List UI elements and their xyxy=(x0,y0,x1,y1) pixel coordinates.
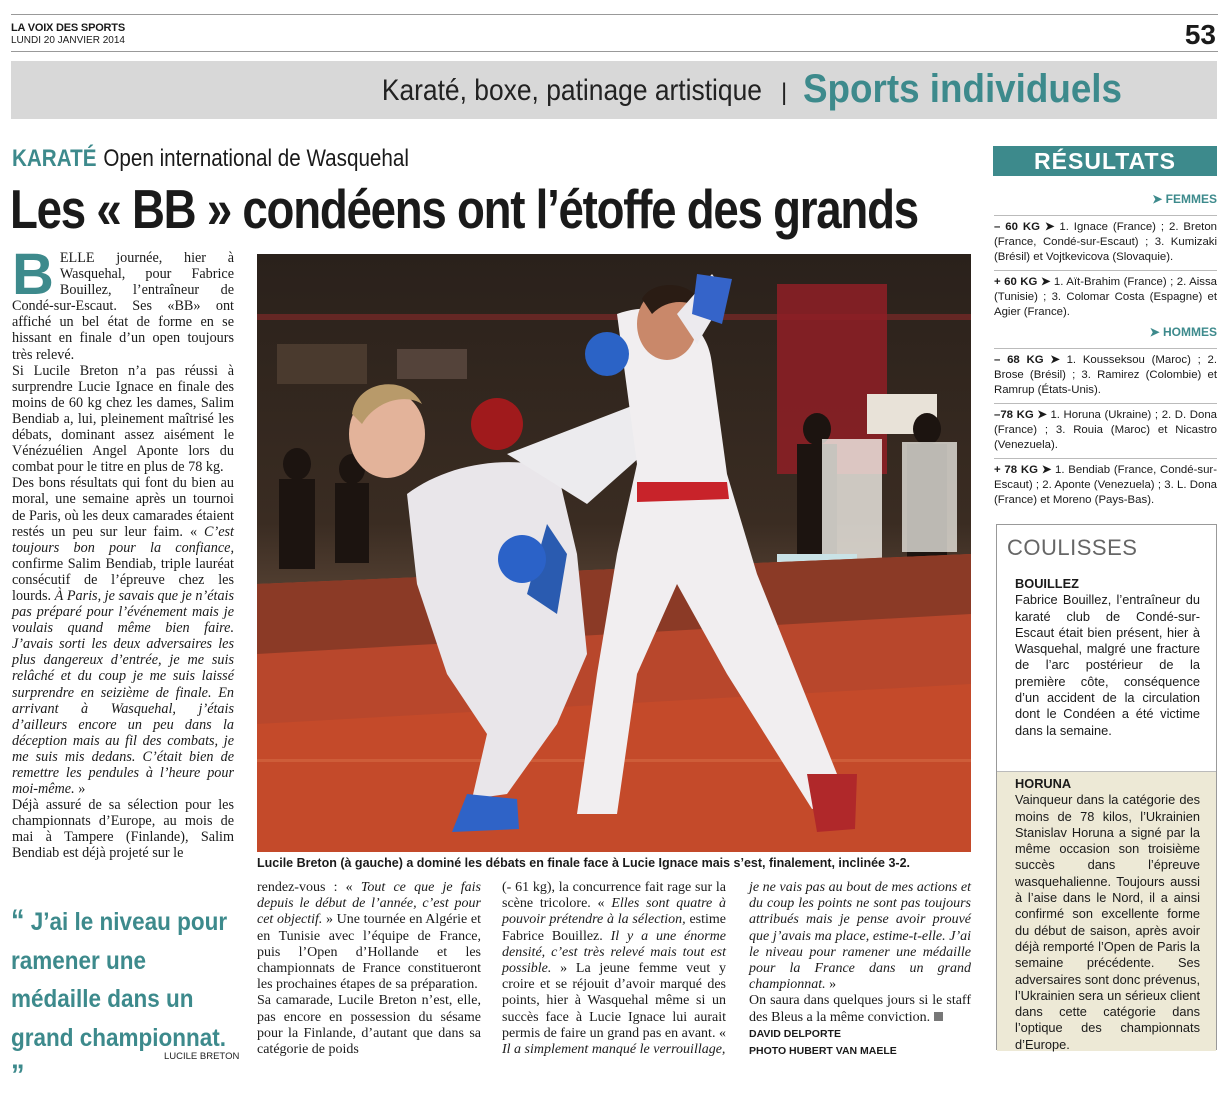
paragraph: rendez-vous : « Tout ce que je fais depuis le début de l’année, c’est pour cet objectif. » Une tournée en Algérie et en Tunisie avec l’équipe de France, puis l’Open d’Hollande et les championnats de France constitueront les prochaines étapes de sa préparation. xyxy=(257,880,482,993)
coulisses-item-name: HORUNA xyxy=(1015,776,1072,791)
paragraph: Sa camarade, Lucile Breton n’est, elle, pas encore en possession du sésame pour la Finlande, d’autant que dans sa catégorie de poids xyxy=(257,993,481,1058)
coulisses-title: COULISSES xyxy=(1007,535,1138,560)
masthead xyxy=(11,14,1218,52)
lead-paragraph: BELLE journée, hier à Wasquehal, pour Fabrice Bouillez, l’entraîneur de Condé-sur-Escaut. Ses «BB» ont affiché un bel état de forme en se hissant en finale d’un open toujours très relevé. xyxy=(12,242,234,363)
article-kicker xyxy=(12,145,409,173)
section-banner xyxy=(11,61,1217,119)
article-column-4 xyxy=(749,880,971,1060)
paragraph: On saura dans quelques jours si le staff des Bleus a la même conviction. xyxy=(749,993,971,1025)
article-column-1 xyxy=(12,242,234,862)
paragraph: (- 61 kg), la concurrence fait rage sur la scène tricolore. « Elles sont quatre à pouvoir prétendre à la sélection, estime Fabrice Bouillez. Il y a une énorme densité, c’est très relevé mais tout est possible. » La jeune femme veut y croire et se réjouit d’avoir marqué des points, hier à Wasquehal même si un succès face à Lucie Ignace lui aurait permis de faire un grand pas en avant. « Il a simplement manqué le verrouillage, xyxy=(502,880,727,1058)
pull-quote-author: LUCILE BRETON xyxy=(164,1051,240,1062)
karate-fight-illustration xyxy=(257,254,971,852)
results-list xyxy=(994,191,1217,513)
section-separator: | xyxy=(781,79,788,106)
paragraph: Déjà assuré de sa sélection pour les championnats d’Europe, au mois de mai à Tampere (Finlande), Salim Bendiab est déjà projeté sur le xyxy=(12,797,234,862)
pull-quote-text: J’ai le niveau pour ramener une médaille dans un grand championnat. xyxy=(11,908,228,1052)
section-subtitle: Karaté, boxe, patinage artistique xyxy=(381,74,762,107)
paragraph: Si Lucile Breton n’a pas réussi à surprendre Lucie Ignace en finale des moins de 60 kg chez les dames, Salim Bendiab a, lui, pleinement maîtrisé les débats, dominant assez aisément le Vénézuélien Angel Aponte lors du combat pour le titre en plus de 78 kg. xyxy=(12,362,234,476)
author-byline: DAVID DELPORTE xyxy=(749,1027,841,1040)
results-men-label: ➤ HOMMES xyxy=(1149,325,1217,340)
results-women-label: ➤ FEMMES xyxy=(1152,192,1217,206)
paragraph: Des bons résultats qui font du bien au moral, une semaine après un tournoi de Paris, où les deux camarades étaient restés un peu sur leur faim. « C’est toujours bon pour la confiance, confirme Salim Bendiab, triple lauréat consécutif de l’épreuve chez les lourds. À Paris, je savais que je n’étais pas préparé pour l’événement mais je voulais quand même bien faire. J’avais sorti les deux adversaires les plus dangereux d’entrée, je me suis relâché et du coup je me suis laissé surprendre en seizième de finale. En arrivant à Wasquehal, j’étais d’ailleurs encore un peu dans la déception mais au fil des combats, je me suis mis dedans. C’était bien de remettre les pendules à l’heure pour moi-même. » xyxy=(12,475,234,798)
article-headline: Les « BB » condéens ont l’étoffe des grands xyxy=(10,178,918,240)
coulisses-item-text: Vainqueur dans la catégorie des moins de 78 kilos, l’Ukrainien Stanislav Horuna a signé par la même occasion son troisième succès dans l’épreuve wasquehalienne. Toujours aussi à l’aise dans le Nord, il a ainsi confirmé son excellente forme du début de saison, après avoir déjà remporté l’Open de Paris la semaine précédente. Ses adversaires sont donc prévenus, l’Ukrainien sera un sérieux client dans cette catégorie dans l’optique des championnats d’Europe. xyxy=(1015,792,1200,1052)
article-column-2 xyxy=(257,880,481,1058)
article-column-3 xyxy=(502,880,726,1058)
result-entry: + 60 KG ➤ 1. Aït-Brahim (France) ; 2. Aissa (Tunisie) ; 3. Colomar Costa (Espagne) et Agier (France). xyxy=(994,270,1217,325)
coulisses-box xyxy=(996,524,1217,1050)
pull-quote xyxy=(11,902,236,1096)
result-entry: + 78 KG ➤ 1. Bendiab (France, Condé-sur-Escaut) ; 2. Aponte (Venezuela) ; 3. L. Dona (France) et Moreno (Pays-Bas). xyxy=(994,458,1217,513)
page-number: 53 xyxy=(1184,19,1216,50)
result-entry: – 68 KG ➤ 1. Kousseksou (Maroc) ; 2. Brose (Brésil) ; 3. Ramirez (Colombie) et Ramrup (États-Unis). xyxy=(994,348,1217,403)
issue-date: LUNDI 20 JANVIER 2014 xyxy=(11,35,125,46)
result-entry: – 60 KG ➤ 1. Ignace (France) ; 2. Breton (France, Condé-sur-Escaut) ; 3. Kumizaki (Brésil) et Vojtkevicova (Slovaquie). xyxy=(994,215,1217,270)
coulisses-item-text: Fabrice Bouillez, l’entraîneur du karaté club de Condé-sur-Escaut était bien présent, hier à Wasquehal, malgré une fracture de l’arc postérieur de la première côte, conséquence d’un accident de la circulation dont le Condéen a été victime dans la semaine. xyxy=(1015,592,1200,738)
end-mark xyxy=(934,1012,943,1021)
open-quote-icon: “ xyxy=(11,904,25,937)
coulisses-item-name: BOUILLEZ xyxy=(1015,576,1079,591)
karate-photo xyxy=(257,254,971,852)
sport-label: KARATÉ xyxy=(12,145,97,172)
newspaper-name: LA VOIX DES SPORTS xyxy=(11,22,125,34)
coulisses-item xyxy=(997,572,1216,769)
coulisses-item xyxy=(997,771,1216,1051)
result-entry: –78 KG ➤ 1. Horuna (Ukraine) ; 2. D. Dona (France) ; 3. Rouia (Maroc) et Nicastro (Venezuela). xyxy=(994,403,1217,458)
photo-caption: Lucile Breton (à gauche) a dominé les débats en finale face à Lucie Ignace mais s’est, finalement, inclinée 3-2. xyxy=(257,856,910,870)
close-quote-icon: ” xyxy=(11,1059,25,1092)
results-title: RÉSULTATS xyxy=(993,146,1217,176)
paragraph: je ne vais pas au bout de mes actions et du coup les points ne sont pas toujours attribués mais je pense avoir prouvé que j’avais ma place, estime-t-elle. J’ai le niveau pour ramener une médaille pour la France dans un grand championnat. » xyxy=(749,880,971,993)
drop-cap: B xyxy=(12,242,54,307)
event-label: Open international de Wasquehal xyxy=(103,145,409,172)
photo-credit: PHOTO HUBERT VAN MAELE xyxy=(749,1044,897,1057)
section-title: Sports individuels xyxy=(803,67,1122,111)
